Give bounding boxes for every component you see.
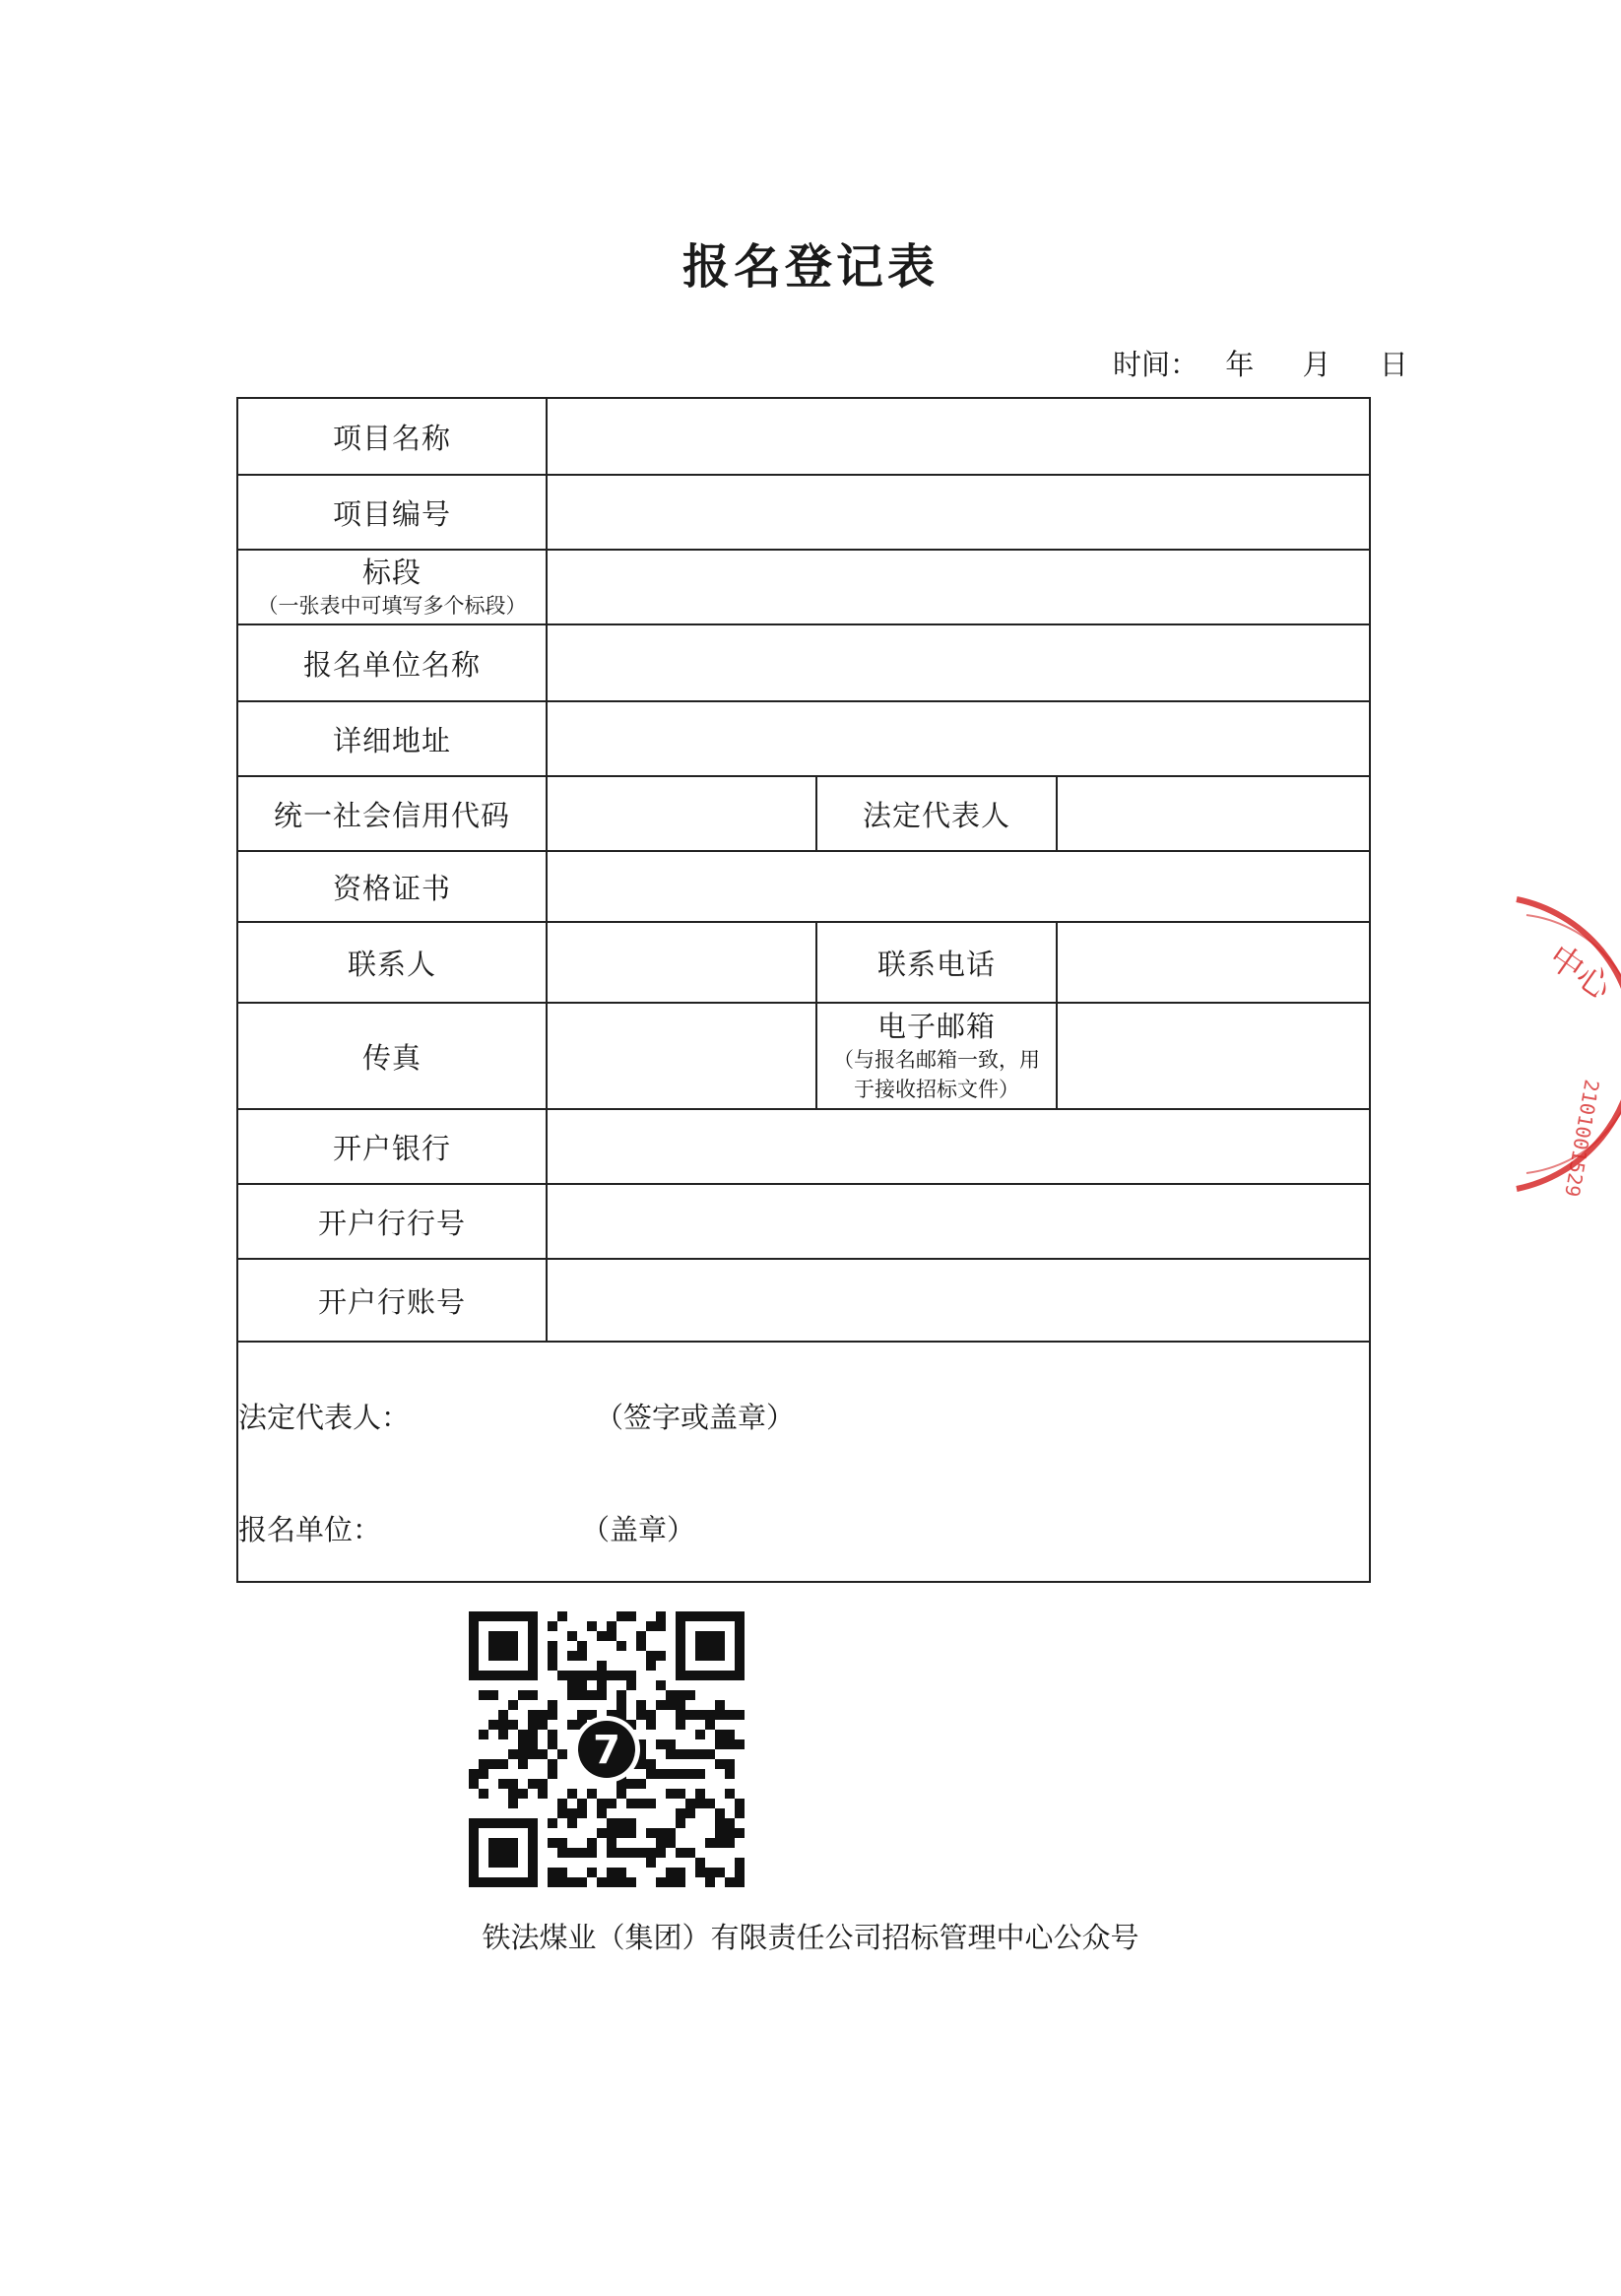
- contact-phone-field[interactable]: [1057, 922, 1370, 1003]
- qualification-label: 资格证书: [237, 851, 547, 922]
- bank-field[interactable]: [547, 1109, 1370, 1184]
- legal-rep-field[interactable]: [1057, 776, 1370, 851]
- bank-branch-no-field[interactable]: [547, 1184, 1370, 1259]
- month-unit: 月: [1302, 348, 1331, 381]
- signature-area[interactable]: [237, 1342, 1370, 1582]
- email-note-2: 于接收招标文件）: [854, 1078, 1019, 1101]
- email-note-1: （与报名邮箱一致，用: [833, 1048, 1040, 1072]
- address-label: 详细地址: [237, 701, 547, 776]
- bank-account-field[interactable]: [547, 1259, 1370, 1342]
- project-number-field[interactable]: [547, 475, 1370, 550]
- address-field[interactable]: [547, 701, 1370, 776]
- email-field[interactable]: [1057, 1003, 1370, 1109]
- bank-branch-no-label: 开户行行号: [237, 1184, 547, 1259]
- stamp-text-2: 2101001529: [1560, 1078, 1604, 1199]
- qr-center-mark: 7: [593, 1728, 620, 1773]
- table-row: [237, 776, 1370, 851]
- fax-label: 传真: [237, 1003, 547, 1109]
- project-name-field[interactable]: [547, 398, 1370, 475]
- company-name-field[interactable]: [547, 624, 1370, 701]
- section-label: 标段: [361, 556, 421, 589]
- table-row: [237, 475, 1370, 550]
- email-label-cell: [816, 1003, 1057, 1109]
- contact-field[interactable]: [547, 922, 816, 1003]
- legal-rep-sign-hint: （签字或盖章）: [595, 1401, 796, 1434]
- table-row: [237, 851, 1370, 922]
- section-note: （一张表中可填写多个标段）: [257, 594, 527, 618]
- table-row: [237, 1109, 1370, 1184]
- bank-account-label: 开户行账号: [237, 1259, 547, 1342]
- table-row: [237, 1342, 1370, 1582]
- qr-code-image: [469, 1611, 745, 1887]
- table-row: [237, 701, 1370, 776]
- table-row: [237, 922, 1370, 1003]
- fax-field[interactable]: [547, 1003, 816, 1109]
- stamp-text-1: 中心: [1540, 937, 1619, 1009]
- legal-rep-label: 法定代表人: [816, 776, 1057, 851]
- project-number-label: 项目编号: [237, 475, 547, 550]
- section-label-cell: [237, 550, 547, 624]
- email-label: 电子邮箱: [876, 1010, 996, 1043]
- date-line: [1113, 343, 1408, 383]
- footer-caption: 铁法煤业（集团）有限责任公司招标管理中心公众号: [482, 1921, 1139, 1954]
- section-field[interactable]: [547, 550, 1370, 624]
- contact-phone-label: 联系电话: [816, 922, 1057, 1003]
- legal-rep-sign-label: 法定代表人：: [238, 1401, 411, 1434]
- table-row: [237, 1003, 1370, 1109]
- registration-table: [236, 397, 1371, 1583]
- red-seal-stamp: [1477, 891, 1621, 1197]
- qualification-field[interactable]: [547, 851, 1370, 922]
- company-seal-hint: （盖章）: [581, 1513, 696, 1546]
- table-row: [237, 398, 1370, 475]
- table-row: [237, 1259, 1370, 1342]
- date-label: 时间：: [1113, 348, 1200, 381]
- bank-label: 开户银行: [237, 1109, 547, 1184]
- year-unit: 年: [1225, 348, 1255, 381]
- company-name-label: 报名单位名称: [237, 624, 547, 701]
- table-row: [237, 1184, 1370, 1259]
- table-row: [237, 624, 1370, 701]
- project-name-label: 项目名称: [237, 398, 547, 475]
- credit-code-label: 统一社会信用代码: [237, 776, 547, 851]
- form-title: 报名登记表: [681, 239, 939, 295]
- company-seal-label: 报名单位：: [238, 1513, 382, 1546]
- table-row: [237, 550, 1370, 624]
- credit-code-field[interactable]: [547, 776, 816, 851]
- contact-label: 联系人: [237, 922, 547, 1003]
- day-unit: 日: [1379, 348, 1408, 381]
